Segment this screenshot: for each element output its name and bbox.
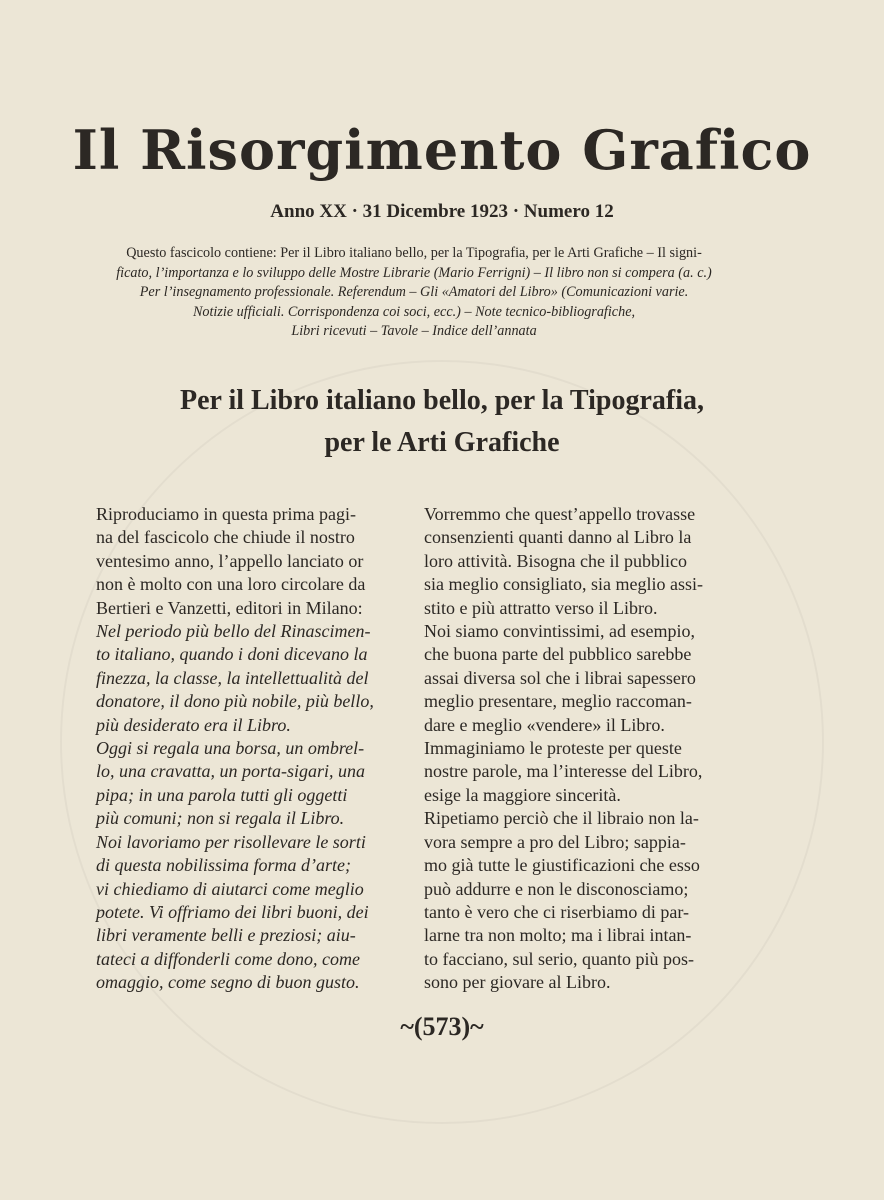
text-line: tanto è vero che ci riserbiamo di par- (424, 901, 690, 922)
text-line: donatore, il dono più nobile, più bello, (96, 691, 374, 712)
text-line: larne tra non molto; ma i librai intan- (424, 925, 692, 946)
text-line: tateci a diffonderli come dono, come (96, 948, 360, 969)
article-title-line-1: Per il Libro italiano bello, per la Tipografia, (179, 385, 704, 416)
text-line: na del fascicolo che chiude il nostro (96, 527, 355, 548)
text-line: Noi lavoriamo per risollevare le sorti (96, 831, 366, 852)
text-line: vora sempre a pro del Libro; sappia- (424, 831, 686, 852)
text-line: Riproduciamo in questa prima pagi- (96, 504, 356, 524)
page-number: ~(573)~ (400, 1012, 484, 1041)
text-line: consenzienti quanti danno al Libro la (424, 527, 692, 548)
text-line: libri veramente belli e preziosi; aiu- (96, 925, 356, 946)
right-column (424, 503, 728, 995)
issue-line: Anno XX · 31 Dicembre 1923 · Numero 12 (270, 201, 614, 222)
text-line: nostre parole, ma l’interesse del Libro, (424, 761, 703, 782)
text-line: omaggio, come segno di buon gusto. (96, 972, 360, 993)
text-line: esige la maggiore sincerità. (424, 784, 621, 805)
text-line: Noi siamo convintissimi, ad esempio, (424, 621, 695, 642)
text-line: Nel periodo più bello del Rinascimen- (96, 621, 371, 642)
text-line: Vorremmo che quest’appello trovasse (424, 504, 696, 524)
masthead-title: Il Risorgimento Grafico (72, 118, 812, 182)
text-line: Bertieri e Vanzetti, editori in Milano: (96, 597, 363, 618)
text-line: vi chiediamo di aiutarci come meglio (96, 878, 364, 899)
text-line: che buona parte del pubblico sarebbe (424, 644, 692, 665)
text-line: Oggi si regala una borsa, un ombrel- (96, 738, 365, 759)
text-line: non è molto con una loro circolare da (96, 574, 366, 595)
text-line: to italiano, quando i doni dicevano la (96, 644, 368, 665)
contents-line: Libri ricevuti – Tavole – Indice dell’annata (291, 323, 537, 339)
contents-line: Notizie ufficiali. Corrispondenza coi soci, ecc.) – Note tecnico-bibliografiche, (192, 303, 636, 320)
text-line: sono per giovare al Libro. (424, 972, 611, 993)
text-line: mo già tutte le giustificazioni che esso (424, 855, 700, 876)
contents-summary (96, 244, 732, 342)
article-title (0, 380, 884, 464)
text-line: di questa nobilissima forma d’arte; (96, 855, 351, 876)
text-line: loro attività. Bisogna che il pubblico (424, 550, 687, 571)
text-line: Immaginiamo le proteste per queste (424, 738, 682, 759)
text-line: può addurre e non le disconosciamo; (424, 878, 689, 899)
text-line: potete. Vi offriamo dei libri buoni, dei (96, 901, 369, 922)
text-line: ventesimo anno, l’appello lanciato or (96, 550, 364, 571)
text-line: to facciano, sul serio, quanto più pos- (424, 948, 694, 969)
contents-line: Questo fascicolo contiene: Per il Libro italiano bello, per la Tipografia, per le Arti Grafiche – Il signi- (126, 245, 702, 261)
left-column (96, 503, 400, 995)
text-line: finezza, la classe, la intellettualità del (96, 667, 369, 688)
article-title-line-2: per le Arti Grafiche (324, 427, 560, 458)
contents-line: ficato, l’importanza e lo sviluppo delle Mostre Librarie (Mario Ferrigni) – Il libro non si compera (a. c.) (116, 264, 712, 281)
contents-line: Per l’insegnamento professionale. Referendum – Gli «Amatori del Libro» (Comunicazioni varie. (139, 284, 689, 300)
text-line: dare e meglio «vendere» il Libro. (424, 714, 665, 735)
text-line: stito e più attratto verso il Libro. (424, 597, 658, 618)
text-line: pipa; in una parola tutti gli oggetti (96, 784, 348, 805)
text-line: assai diversa sol che i librai sapessero (424, 667, 696, 688)
text-line: meglio presentare, meglio raccoman- (424, 691, 692, 712)
text-line: Ripetiamo perciò che il libraio non la- (424, 808, 699, 829)
text-line: sia meglio consigliato, sia meglio assi- (424, 574, 703, 595)
text-line: più comuni; non si regala il Libro. (96, 808, 345, 829)
text-line: lo, una cravatta, un porta-sigari, una (96, 761, 365, 782)
text-line: più desiderato era il Libro. (96, 714, 291, 735)
